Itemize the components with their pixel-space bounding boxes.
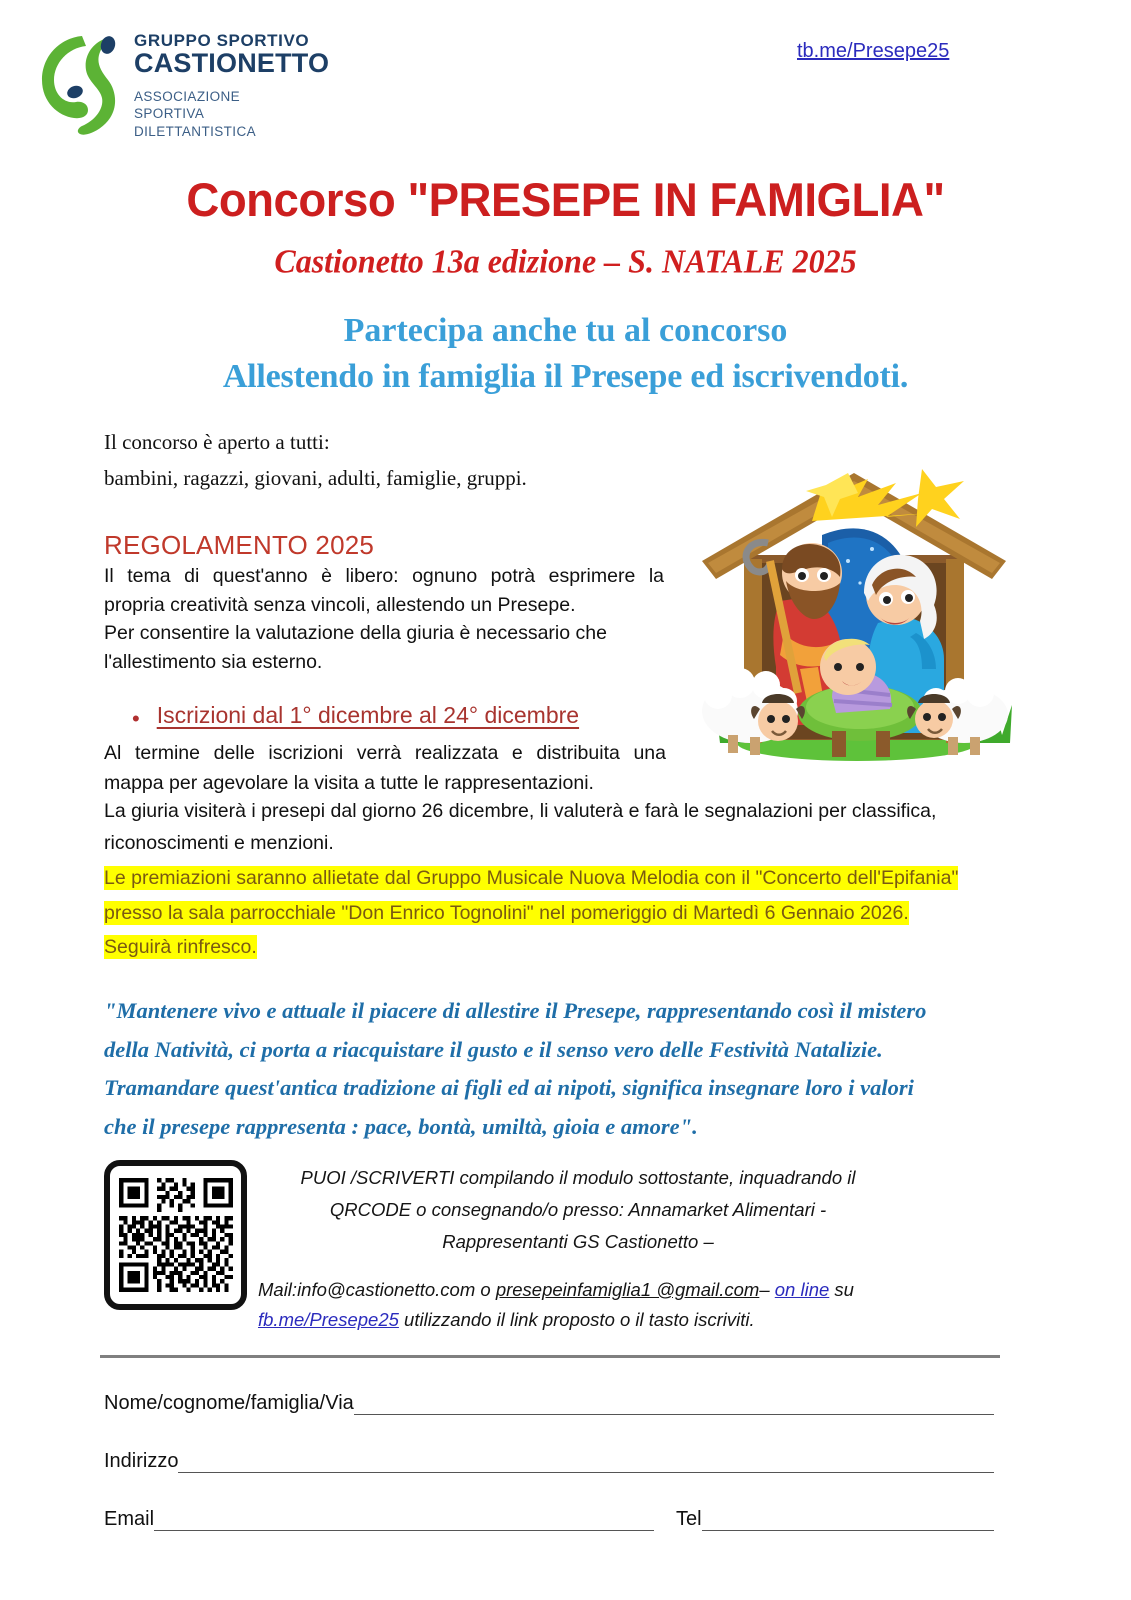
top-facebook-link[interactable]: tb.me/Presepe25 xyxy=(797,40,950,62)
iscrizioni-dates: Iscrizioni dal 1° dicembre al 24° dicembre xyxy=(156,702,580,728)
logo-line2: CASTIONETTO xyxy=(134,48,330,79)
page-title: Concorso "PRESEPE IN FAMIGLIA" xyxy=(186,173,945,226)
form-row-email-tel xyxy=(104,1508,994,1531)
online-link[interactable]: on line xyxy=(774,1279,830,1300)
intro-line1: Il concorso è aperto a tutti: xyxy=(104,430,330,454)
gs-logo-icon xyxy=(30,30,126,142)
quote-line2: della Natività, ci porta a riacquistare il gusto e il senso vero delle Festività Natalizie. xyxy=(104,1036,883,1062)
p3-line2: riconoscimenti e menzioni. xyxy=(104,831,334,854)
premiazioni-highlight xyxy=(104,861,1034,965)
p2-line2: mappa per agevolare la visita a tutte le rappresentazioni. xyxy=(104,772,594,795)
logo-sub1: ASSOCIAZIONE xyxy=(134,89,241,105)
club-logo xyxy=(30,26,360,146)
mail-primary: info@castionetto.com xyxy=(297,1279,476,1300)
reg-line2: propria creatività senza vincoli, allestendo un Presepe. xyxy=(104,593,576,616)
field-input-tel[interactable] xyxy=(702,1511,994,1531)
intro-line2: bambini, ragazzi, giovani, adulti, famiglie, gruppi. xyxy=(104,466,527,491)
contact-instructions xyxy=(258,1162,898,1257)
mail-block xyxy=(258,1275,958,1335)
bullet-dot-icon: • xyxy=(132,706,140,731)
regolamento-body xyxy=(104,562,664,677)
field-label-email: Email xyxy=(104,1508,155,1530)
form-divider xyxy=(100,1355,1000,1358)
hl-line1: Le premiazioni saranno allietate dal Gruppo Musicale Nuova Melodia con il "Concerto dell'Epifania" xyxy=(104,867,959,889)
contact-line2: QRCODE o consegnando/o presso: Annamarket Alimentari - xyxy=(329,1198,827,1220)
quote-line3: Tramandare quest'antica tradizione ai figli ed ai nipoti, significa insegnare loro i valori xyxy=(104,1075,914,1101)
mail-tail: utilizzando il link proposto o il tasto iscriviti. xyxy=(404,1308,755,1330)
cta-line2: Allestendo in famiglia il Presepe ed iscrivendoti. xyxy=(222,357,909,395)
form-row-nome xyxy=(104,1392,994,1415)
mail-su: su xyxy=(834,1279,854,1300)
inspirational-quote xyxy=(104,992,1034,1147)
iscrizioni-bullet xyxy=(132,702,579,730)
qr-code[interactable] xyxy=(104,1160,247,1310)
field-label-tel: Tel xyxy=(676,1508,702,1530)
call-to-action-heading xyxy=(0,308,1131,399)
form-row-indirizzo xyxy=(104,1450,994,1473)
quote-line1: "Mantenere vivo e attuale il piacere di allestire il Presepe, rappresentando così il mistero xyxy=(104,998,927,1023)
page-subtitle: Castionetto 13a edizione – S. NATALE 2025 xyxy=(274,242,857,280)
field-label-nome: Nome/cognome/famiglia/Via xyxy=(104,1392,354,1414)
reg-line3: Per consentire la valutazione della giuria è necessario che xyxy=(104,622,607,645)
field-label-indirizzo: Indirizzo xyxy=(104,1450,179,1472)
contact-line3: Rappresentanti GS Castionetto – xyxy=(442,1230,714,1252)
mail-prefix: Mail: xyxy=(258,1279,298,1300)
field-input-email[interactable] xyxy=(154,1511,654,1531)
p3-line1: La giuria visiterà i presepi dal giorno 26 dicembre, li valuterà e farà le segnalazioni per classifica, xyxy=(104,800,937,822)
reg-line4: l'allestimento sia esterno. xyxy=(104,650,323,673)
intro-text xyxy=(104,424,704,496)
contact-line1: PUOI /SCRIVERTI compilando il modulo sottostante, inquadrando il xyxy=(300,1167,856,1188)
mappa-paragraph xyxy=(104,738,666,798)
field-input-nome[interactable] xyxy=(354,1395,994,1415)
regolamento-heading: REGOLAMENTO 2025 xyxy=(104,530,375,560)
hl-line3: Seguirà rinfresco. xyxy=(104,936,257,959)
quote-line4: che il presepe rappresenta : pace, bontà, umiltà, gioia e amore". xyxy=(104,1114,698,1140)
mail-secondary-link[interactable]: presepeinfamiglia1 @gmail.com xyxy=(495,1279,760,1300)
logo-line1: GRUPPO SPORTIVO xyxy=(134,31,310,51)
reg-line1: Il tema di quest'anno è libero: ognuno potrà esprimere la xyxy=(104,565,664,587)
field-input-indirizzo[interactable] xyxy=(178,1453,994,1473)
mail-or: o xyxy=(475,1279,496,1300)
mail-dash: – xyxy=(759,1279,770,1300)
logo-sub3: DILETTANTISTICA xyxy=(134,123,257,139)
p2-line1: Al termine delle iscrizioni verrà realizzata e distribuita una xyxy=(104,742,666,764)
hl-line2: presso la sala parrocchiale "Don Enrico Tognolini" nel pomeriggio di Martedì 6 Gennaio 2026. xyxy=(104,901,909,924)
cta-line1: Partecipa anche tu al concorso xyxy=(343,312,788,349)
fb-link[interactable]: fb.me/Presepe25 xyxy=(258,1308,399,1330)
nativity-scene-illustration xyxy=(672,443,1034,768)
logo-sub2: SPORTIVA xyxy=(134,106,205,122)
giuria-paragraph xyxy=(104,796,1029,859)
